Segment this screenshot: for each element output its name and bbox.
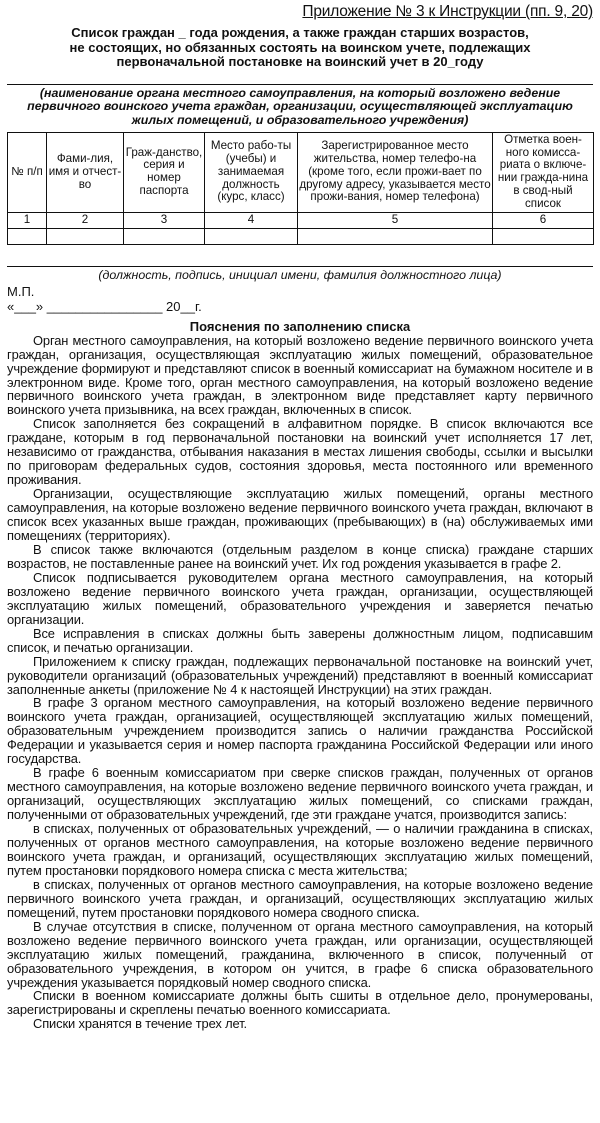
explanation-paragraph: В случае отсутствия в списке, полученном от органа местного самоуправления, на который возложено ведение первичного воинского учета граждан, или организации, осуществляющей эксплуатацию жилых помещений, гражданина, включенного в список, полученный от образовательного учреждения, в котором он учится, в графе 6 списка образовательного учреждения указывается порядковый номер сводного списка. bbox=[7, 918, 593, 990]
explanation-paragraph: Список заполняется без сокращений в алфавитном порядке. В список включаются все граждане, которым в год первоначальной постановки на воинский учет исполняется 17 лет, независимо от гражданства, отбывания наказания в местах лишения свободы, ссылки и высылки по приговорам федеральных судов, состояния здоровья, места постоянного или временного проживания. bbox=[7, 416, 593, 488]
column-header-workplace: Место рабо-ты (учебы) и занимаемая должность (курс, класс) bbox=[205, 132, 298, 212]
column-header-full-name: Фами-лия, имя и отчест-во bbox=[47, 132, 124, 212]
table-cell bbox=[493, 228, 594, 244]
column-header-registered-address: Зарегистрированное место жительства, номер телефо-на (кроме того, если прожи-вает по другому адресу, указывается место прожи-вания, номер телефона) bbox=[298, 132, 493, 212]
citizens-list-table bbox=[7, 132, 594, 245]
explanation-paragraph: в списках, полученных от органов местного самоуправления, на которые возложено ведение первичного воинского учета граждан, и организаций, осуществляющих эксплуатацию жилых помещений, путем простановки порядкового номера сводного списка. bbox=[7, 876, 593, 920]
column-header-citizenship-passport: Граж-данство, серия и номер паспорта bbox=[124, 132, 205, 212]
explanation-paragraph: в списках, полученных от образовательных учреждений, — о наличии гражданина в списках, полученных от органов местного самоуправления, на которые возложено ведение первичного воинского учета граждан, и организаций, осуществляющих эксплуатацию жилых помещений, путем простановки порядкового номера списка с места жительства; bbox=[7, 821, 593, 878]
column-header-military-mark: Отметка воен-ного комисса-риата о включе-нии гражда-нина в свод-ный список bbox=[493, 132, 594, 212]
explanation-paragraph: Списки в военном комиссариате должны быть сшиты в отдельное дело, пронумерованы, зарегистрированы и скреплены печатью военного комиссариата. bbox=[7, 988, 593, 1018]
explanation-paragraph: В графе 3 органом местного самоуправления, на который возложено ведение первичного воинского учета граждан, организацией, осуществляющей эксплуатацию жилых помещений, образовательным учреждением производится запись о наличии гражданства Российской Федерации и указывается серия и номер паспорта гражданина Российской Федерации или иного государства. bbox=[7, 695, 593, 767]
date-line: «___» ________________ 20__г. bbox=[7, 298, 202, 314]
explanation-paragraph: Организации, осуществляющие эксплуатацию жилых помещений, органы местного самоуправления, на которые возложено ведение первичного воинского учета граждан, включают в список всех указанных выше граждан, проживающих (пребывающих) в (на) обслуживаемых ими помещениях (территориях). bbox=[7, 486, 593, 544]
table-empty-row bbox=[8, 228, 594, 244]
explanation-paragraph: Все исправления в списках должны быть заверены должностным лицом, подписавшим список, и печатью организации. bbox=[7, 625, 593, 655]
signature-line bbox=[7, 266, 593, 267]
table-cell bbox=[8, 228, 47, 244]
document-title bbox=[7, 26, 593, 70]
organization-line bbox=[7, 84, 593, 85]
column-number: 2 bbox=[47, 212, 124, 228]
appendix-reference: Приложение № 3 к Инструкции (пп. 9, 20) bbox=[302, 3, 593, 20]
table-cell bbox=[205, 228, 298, 244]
explanation-paragraph: Орган местного самоуправления, на который возложено ведение первичного воинского учета граждан, организация, осуществляющая эксплуатацию жилых помещений, образовательное учреждение формируют и представляют список в военный комиссариат на бумажном носителе и в электронном виде. Кроме того, орган местного самоуправления, на который возложено ведение первичного воинского учета граждан, в электронном виде представляет карту первичного воинского учета призывника, на всех граждан, включенных в список. bbox=[7, 332, 593, 418]
table-cell bbox=[298, 228, 493, 244]
table-header-row bbox=[8, 132, 594, 212]
column-number: 1 bbox=[8, 212, 47, 228]
column-number: 6 bbox=[493, 212, 594, 228]
column-number: 3 bbox=[124, 212, 205, 228]
document-page bbox=[7, 0, 593, 1031]
stamp-place-label: М.П. bbox=[7, 283, 35, 299]
column-number: 5 bbox=[298, 212, 493, 228]
title-line: первоначальной постановке на воинский учет в 20_году bbox=[116, 54, 484, 69]
column-header-number: № п/п bbox=[8, 132, 47, 212]
explanations-body bbox=[7, 334, 593, 1032]
explanation-paragraph: В список также включаются (отдельным разделом в конце списка) граждане старших возрастов, не поставленные ранее на воинский учет. Их год рождения указывается в графе 2. bbox=[7, 541, 593, 571]
explanation-paragraph: В графе 6 военным комиссариатом при сверке списков граждан, полученных от органов местного самоуправления, на которые возложено ведение первичного воинского учета граждан, и организаций, осуществляющих эксплуатацию жилых помещений, со списками граждан, полученными от образовательных учреждений, где эти граждане учатся, производится запись: bbox=[7, 765, 593, 823]
table-cell bbox=[124, 228, 205, 244]
table-cell bbox=[47, 228, 124, 244]
title-line: не состоящих, но обязанных состоять на воинском учете, подлежащих bbox=[69, 39, 531, 55]
title-line: Список граждан _ года рождения, а также граждан старших возрастов, bbox=[71, 25, 529, 40]
organization-caption: (наименование органа местного самоуправления, на который возложено ведение первичного воинского учета граждан, организации, осуществляющей эксплуатацию жилых помещений, и образовательного учреждения) bbox=[27, 85, 573, 128]
explanation-paragraph: Список подписывается руководителем органа местного самоуправления, на который возложено ведение первичного воинского учета граждан, организации, осуществляющей эксплуатацию жилых помещений, образовательного учреждения и заверяется печатью организации. bbox=[7, 569, 593, 627]
table-column-numbers-row bbox=[8, 212, 594, 228]
explanation-paragraph: Приложением к списку граждан, подлежащих первоначальной постановке на воинский учет, руководители организаций (образовательных учреждений) представляют в военный комиссариат заполненные анкеты (приложение № 4 к настоящей Инструкции) на этих граждан. bbox=[7, 653, 593, 697]
column-number: 4 bbox=[205, 212, 298, 228]
explanation-paragraph: Списки хранятся в течение трех лет. bbox=[33, 1016, 247, 1032]
signature-caption: (должность, подпись, инициал имени, фамилия должностного лица) bbox=[98, 267, 502, 282]
explanations-title: Пояснения по заполнению списка bbox=[189, 318, 411, 334]
